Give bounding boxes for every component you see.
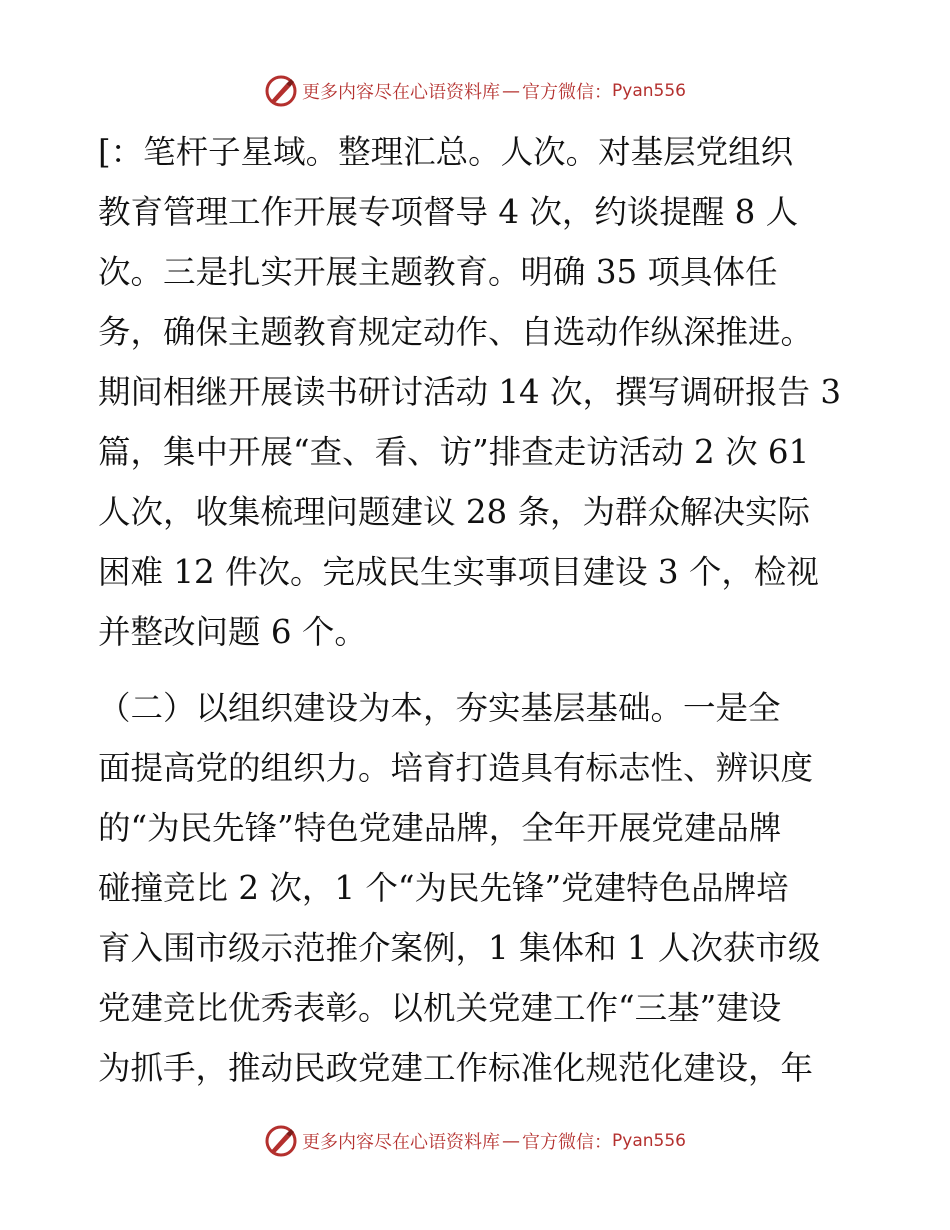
text-line: 次。三是扎实开展主题教育。明确 35 项具体任 [98,253,778,291]
banner-separator: — [502,80,521,102]
text-line: 务，确保主题教育规定动作、自选动作纵深推进。 [98,313,814,351]
banner-wechat-label: 官方微信： [522,82,613,103]
banner-wechat-id: Pyan556 [612,81,686,101]
banner-separator: — [502,1130,521,1152]
text-line: 党建竞比优秀表彰。以机关党建工作“三基”建设 [98,989,782,1027]
text-line: 篇，集中开展“查、看、访”排查走访活动 2 次 61 [98,433,810,471]
paragraph-2 [98,678,858,1098]
banner-text: 更多内容尽在心语资料库 [302,1132,501,1153]
text-line: 人次，收集梳理问题建议 28 条，为群众解决实际 [98,493,811,531]
text-line: 教育管理工作开展专项督导 4 次，约谈提醒 8 人 [98,193,799,231]
footer-banner [0,1124,950,1158]
paragraph-1 [98,122,858,662]
paragraph-gap [98,662,858,678]
text-line: 碰撞竞比 2 次，1 个“为民先锋”党建特色品牌培 [98,869,789,907]
banner-text: 更多内容尽在心语资料库 [302,82,501,103]
text-line: 为抓手，推动民政党建工作标准化规范化建设，年 [98,1049,814,1087]
document-body [98,122,858,1098]
banner-wechat-label: 官方微信： [522,1132,613,1153]
text-line: 期间相继开展读书研讨活动 14 次，撰写调研报告 3 [98,373,842,411]
text-line: 并整改问题 6 个。 [98,613,367,651]
pen-logo-icon [264,74,298,108]
pen-logo-icon [264,1124,298,1158]
text-line: 面提高党的组织力。培育打造具有标志性、辨识度 [98,749,814,787]
text-line: 的“为民先锋”特色党建品牌，全年开展党建品牌 [98,809,782,847]
text-line: （二）以组织建设为本，夯实基层基础。一是全 [98,689,781,727]
banner-wechat-id: Pyan556 [612,1131,686,1151]
text-line: 育入围市级示范推介案例，1 集体和 1 人次获市级 [98,929,821,967]
text-line: 困难 12 件次。完成民生实事项目建设 3 个，检视 [98,553,819,591]
text-line: [：笔杆子星域。整理汇总。人次。对基层党组织 [98,133,794,171]
header-banner [0,74,950,108]
